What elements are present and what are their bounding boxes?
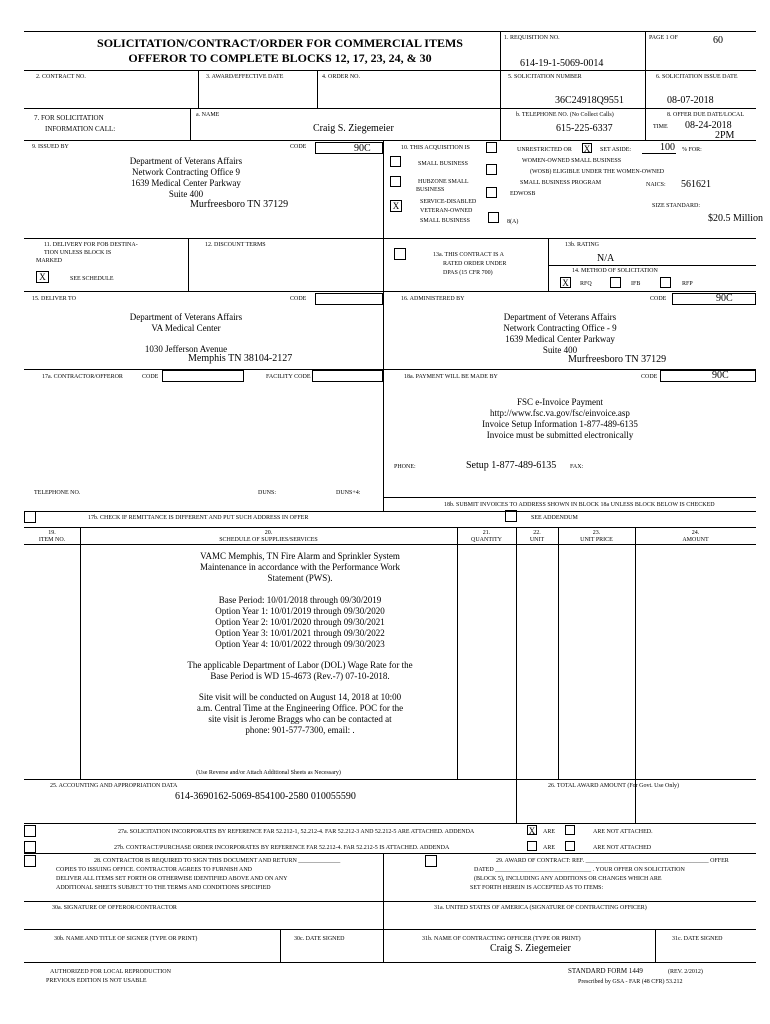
addenda-are-not-checkbox[interactable] <box>565 825 575 835</box>
telephone-label: b. TELEPHONE NO. (No Collect Calls) <box>516 112 614 118</box>
block15-label: 15. DELIVER TO <box>32 296 76 302</box>
issued-by-line2: Network Contracting Office 9 <box>131 167 241 177</box>
solicitation-issue-date[interactable]: 08-07-2018 <box>667 95 714 106</box>
page-label: PAGE 1 OF <box>649 35 678 41</box>
see-schedule-checkbox[interactable]: X <box>36 271 49 283</box>
hubzone-label-2: BUSINESS <box>416 187 445 193</box>
block1-label: 1. REQUISITION NO. <box>504 35 560 41</box>
block2-label: 2. CONTRACT NO. <box>36 74 86 80</box>
block4-label: 4. ORDER NO. <box>322 74 361 80</box>
contracting-officer-name[interactable]: Craig S. Ziegemeier <box>490 943 571 954</box>
block18a-code-label: CODE <box>641 374 658 380</box>
block13a-label-3: DPAS (15 CFR 700) <box>443 270 493 276</box>
administered-by-line2: Network Contracting Office - 9 <box>503 323 617 333</box>
block16-code-label: CODE <box>650 296 667 302</box>
period-option2: Option Year 2: 10/01/2020 through 09/30/2021 <box>215 617 385 627</box>
block16-code-box <box>672 293 756 305</box>
block13b-label: 13b. RATING <box>565 242 599 248</box>
period-option4: Option Year 4: 10/01/2022 through 09/30/2023 <box>215 639 385 649</box>
b29-checkbox[interactable] <box>425 855 437 867</box>
block5-label: 5. SOLICITATION NUMBER <box>508 74 582 80</box>
wosb-label-3: SMALL BUSINESS PROGRAM <box>520 180 602 186</box>
block7-label-1: 7. FOR SOLICITATION <box>34 114 104 122</box>
footer-revision: (REV. 2/2012) <box>668 969 703 975</box>
footer-prescribed: Prescribed by GSA - FAR (48 CFR) 53.212 <box>578 979 683 985</box>
col19-label: ITEM NO. <box>38 537 66 543</box>
reverse-note: (Use Reverse and/or Attach Additional Sheets as Necessary) <box>196 770 341 776</box>
solicitation-number[interactable]: 36C24918Q9551 <box>555 95 624 106</box>
naics-code[interactable]: 561621 <box>681 179 711 190</box>
b27b-are-not-label: ARE NOT ATTACHED <box>593 845 652 851</box>
site-visit-line2: a.m. Central Time at the Engineering Office. POC for the <box>196 703 404 713</box>
rfq-checkbox[interactable]: X <box>560 277 571 288</box>
footer-previous: PREVIOUS EDITION IS NOT USABLE <box>46 978 147 984</box>
set-aside-checkbox[interactable]: X <box>583 144 591 154</box>
unrestricted-checkbox[interactable] <box>486 142 497 153</box>
footer-authorized: AUTHORIZED FOR LOCAL REPRODUCTION <box>50 969 171 975</box>
col21-label: QUANTITY <box>471 537 502 543</box>
rfp-label: RFP <box>682 281 693 287</box>
small-business-label: SMALL BUSINESS <box>418 161 468 167</box>
payment-line2[interactable]: http://www.fsc.va.gov/fsc/einvoice.asp <box>490 408 630 418</box>
set-aside-percent[interactable]: 100 <box>660 142 675 153</box>
site-visit-line3: site visit is Jerome Braggs who can be contacted at <box>208 714 392 724</box>
block29-line3: (BLOCK 5), INCLUDING ANY ADDITIONS OR CHANGES WHICH ARE <box>474 876 662 882</box>
block18a-label: 18a. PAYMENT WILL BE MADE BY <box>404 374 498 380</box>
accounting-data[interactable]: 614-3690162-5069-854100-2580 010055590 <box>175 791 356 802</box>
desc-line1: VAMC Memphis, TN Fire Alarm and Sprinkler System <box>200 551 400 561</box>
block15-code-box <box>315 293 383 305</box>
block27a-label: 27a. SOLICITATION INCORPORATES BY REFERENCE FAR 52.212-1, 52.212-4. FAR 52.212-3 AND 52.212-5 ARE ATTACHED. ADDENDA <box>118 829 475 835</box>
administered-by-line4: Suite 400 <box>542 345 578 355</box>
block15-code-label: CODE <box>290 296 307 302</box>
block26-label: 26. TOTAL AWARD AMOUNT (For Govt. Use Only) <box>548 783 679 789</box>
percent-underline <box>642 153 676 154</box>
dpas-checkbox[interactable] <box>394 248 406 260</box>
wage-line1: The applicable Department of Labor (DOL) Wage Rate for the <box>187 660 413 670</box>
block17b-label: 17b. CHECK IF REMITTANCE IS DIFFERENT AND PUT SUCH ADDRESS IN OFFER <box>88 515 309 521</box>
block16-label: 16. ADMINISTERED BY <box>401 296 465 302</box>
block17a-code-label: CODE <box>142 374 159 380</box>
sdvosb-label-1: SERVICE-DISABLED <box>420 199 477 205</box>
block17a-label: 17a. CONTRACTOR/OFFEROR <box>42 374 123 380</box>
block28-line1: 28. CONTRACTOR IS REQUIRED TO SIGN THIS DOCUMENT AND RETURN ______________ <box>94 858 341 864</box>
col23-label: UNIT PRICE <box>580 537 613 543</box>
contractor-code-box[interactable] <box>162 370 244 382</box>
administered-by-line5: Murfreesboro TN 37129 <box>568 354 667 365</box>
contact-name[interactable]: Craig S. Ziegemeier <box>313 123 394 134</box>
form-title-line2: OFFEROR TO COMPLETE BLOCKS 12, 17, 23, 24, & 30 <box>128 51 432 65</box>
addenda-are-checkbox[interactable]: X <box>528 826 536 836</box>
payment-line1: FSC e-Invoice Payment <box>517 397 603 407</box>
block10-label: 10. THIS ACQUISITION IS <box>401 145 470 151</box>
block31c-label: 31c. DATE SIGNED <box>672 936 723 942</box>
facility-code-box[interactable] <box>312 370 383 382</box>
block30b-label: 30b. NAME AND TITLE OF SIGNER (TYPE OR PRINT) <box>54 936 198 942</box>
wosb-checkbox[interactable] <box>486 164 497 175</box>
issued-by-code[interactable]: 90C <box>354 143 371 154</box>
block7-label-2: INFORMATION CALL: <box>45 125 116 133</box>
site-visit-line4: phone: 901-577-7300, email: . <box>245 725 355 735</box>
block9-code-label: CODE <box>290 144 307 150</box>
naics-label: NAICS: <box>646 182 666 188</box>
unrestricted-label: UNRESTRICTED OR <box>517 147 572 153</box>
b27b-are-label: ARE <box>543 845 555 851</box>
sdvosb-label-3: SMALL BUSINESS <box>420 218 470 224</box>
block30c-label: 30c. DATE SIGNED <box>294 936 345 942</box>
desc-line3: Statement (PWS). <box>267 573 333 583</box>
col20-label: SCHEDULE OF SUPPLIES/SERVICES <box>219 537 318 543</box>
period-base: Base Period: 10/01/2018 through 09/30/2019 <box>218 595 382 605</box>
eight-a-label: 8(A) <box>507 219 519 225</box>
rfp-checkbox[interactable] <box>660 277 671 288</box>
desc-line2: Maintenance in accordance with the Performance Work <box>199 562 401 572</box>
col24-num: 24. <box>691 530 700 536</box>
rfq-label: RFQ <box>580 281 592 287</box>
block14-label: 14. METHOD OF SOLICITATION <box>572 268 658 274</box>
block27b-label: 27b. CONTRACT/PURCHASE ORDER INCORPORATES BY REFERENCE FAR 52.212-4. FAR 52.212-5 IS ATTACHED. ADDENDA <box>114 845 450 851</box>
addenda-are-label: ARE <box>543 829 555 835</box>
edwosb-label: EDWOSB <box>510 191 536 197</box>
block11-label-2: TION UNLESS BLOCK IS <box>44 250 112 256</box>
block25-label: 25. ACCOUNTING AND APPROPRIATION DATA <box>50 783 178 789</box>
deliver-to-line1: Department of Veterans Affairs <box>129 312 243 322</box>
set-aside-label: SET ASIDE: <box>600 147 632 153</box>
issued-by-line3: 1639 Medical Center Parkway <box>131 178 241 188</box>
block8-time-label: TIME <box>653 124 668 130</box>
form-title-line1: SOLICITATION/CONTRACT/ORDER FOR COMMERCIAL ITEMS <box>97 36 463 50</box>
site-visit-line1: Site visit will be conducted on August 14, 2018 at 10:00 <box>198 692 402 702</box>
block12-label: 12. DISCOUNT TERMS <box>205 242 266 248</box>
block28-line3: DELIVER ALL ITEMS SET FORTH OR OTHERWISE IDENTIFIED ABOVE AND ON ANY <box>56 876 288 882</box>
percent-for-label: % FOR: <box>682 147 702 153</box>
payment-line3: Invoice Setup Information 1-877-489-6135 <box>482 419 638 429</box>
sdvosb-label-2: VETERAN-OWNED <box>420 208 473 214</box>
ifb-label: IFB <box>631 281 641 287</box>
payment-phone: Setup 1-877-489-6135 <box>466 460 557 471</box>
administered-by-code[interactable]: 90C <box>716 293 733 304</box>
b27b-are-checkbox[interactable] <box>527 841 537 851</box>
requisition-number[interactable]: 614-19-1-5069-0014 <box>520 58 604 69</box>
col19-num: 19. <box>48 530 56 536</box>
block29-line1: 29. AWARD OF CONTRACT: REF. _________________________________________ OFFER <box>496 858 729 864</box>
block13a-label-1: 13a. THIS CONTRACT IS A <box>433 252 504 258</box>
size-standard-label: SIZE STANDARD: <box>652 203 701 209</box>
addenda-are-not-label: ARE NOT ATTACHED. <box>593 829 653 835</box>
block28-line2: COPIES TO ISSUING OFFICE. CONTRACTOR AGREES TO FURNISH AND <box>56 867 252 873</box>
payment-fax-label: FAX: <box>570 464 584 470</box>
block18b-label: 18b. SUBMIT INVOICES TO ADDRESS SHOWN IN BLOCK 18a UNLESS BLOCK BELOW IS CHECKED <box>444 502 715 508</box>
see-addendum-label: SEE ADDENDUM <box>531 515 578 521</box>
deliver-to-line4: Memphis TN 38104-2127 <box>188 353 293 364</box>
b28-checkbox[interactable] <box>24 855 36 867</box>
size-standard[interactable]: $20.5 Million <box>708 213 764 224</box>
block8-label: 8. OFFER DUE DATE/LOCAL <box>667 112 745 118</box>
col23-num: 23. <box>592 530 601 536</box>
deliver-to-line3: 1030 Jefferson Avenue <box>144 344 228 354</box>
block31b-label: 31b. NAME OF CONTRACTING OFFICER (TYPE OR PRINT) <box>422 936 581 942</box>
wage-line2: Base Period is WD 15-4673 (Rev.-7) 07-10-2018. <box>210 671 390 681</box>
deliver-to-line2: VA Medical Center <box>151 323 221 333</box>
col22-num: 22. <box>533 530 541 536</box>
block18a-code-box <box>660 370 756 382</box>
edwosb-checkbox[interactable] <box>486 187 497 198</box>
rating-value[interactable]: N/A <box>597 253 615 264</box>
payment-line4: Invoice must be submitted electronically <box>486 430 634 440</box>
hubzone-label-1: HUBZONE SMALL <box>418 179 469 185</box>
offer-due-time[interactable]: 2PM <box>715 130 735 141</box>
issued-by-line1: Department of Veterans Affairs <box>129 156 243 166</box>
name-label: a. NAME <box>196 112 220 118</box>
payment-code[interactable]: 90C <box>712 370 729 381</box>
ifb-checkbox[interactable] <box>610 277 621 288</box>
block11-label-3: MARKED <box>36 258 63 264</box>
block3-label: 3. AWARD/EFFECTIVE DATE <box>206 74 284 80</box>
see-schedule-label: SEE SCHEDULE <box>70 276 114 282</box>
block9-code-box <box>315 142 383 154</box>
page-total: 60 <box>713 35 723 46</box>
col21-num: 21. <box>482 530 491 536</box>
block28-line4: ADDITIONAL SHEETS SUBJECT TO THE TERMS AND CONDITIONS SPECIFIED <box>56 885 271 891</box>
block11-label-1: 11. DELIVERY FOR FOB DESTINA- <box>44 242 138 248</box>
hubzone-checkbox[interactable] <box>390 176 401 187</box>
col20-num: 20. <box>264 530 273 536</box>
see-addendum-checkbox[interactable] <box>505 510 517 522</box>
duns-label: DUNS: <box>258 490 277 496</box>
contractor-telephone-label: TELEPHONE NO. <box>34 490 81 496</box>
eight-a-checkbox[interactable] <box>488 212 499 223</box>
facility-code-label: FACILITY CODE <box>266 374 311 380</box>
block29-line4: SET FORTH HEREIN IS ACCEPTED AS TO ITEMS: <box>470 885 604 891</box>
col24-label: AMOUNT <box>682 537 709 543</box>
wosb-label-2: (WOSB) ELIGIBLE UNDER THE WOMEN-OWNED <box>530 169 665 175</box>
issued-by-line5: Murfreesboro TN 37129 <box>190 199 289 210</box>
issued-by-line4: Suite 400 <box>168 189 204 199</box>
duns4-label: DUNS+4: <box>336 490 361 496</box>
sdvosb-checkbox[interactable]: X <box>390 200 402 212</box>
administered-by-line3: 1639 Medical Center Parkway <box>505 334 615 344</box>
small-business-checkbox[interactable] <box>390 156 401 167</box>
block29-line2: DATED ________________________________ . YOUR OFFER ON SOLICITATION <box>474 867 685 873</box>
col22-label: UNIT <box>529 537 545 543</box>
wosb-label-1: WOMEN-OWNED SMALL BUSINESS <box>522 158 622 164</box>
payment-phone-label: PHONE: <box>394 464 416 470</box>
b27b-checkbox[interactable] <box>24 841 36 853</box>
block31a-label: 31a. UNITED STATES OF AMERICA (SIGNATURE OF CONTRACTING OFFICER) <box>434 905 647 911</box>
offer-due-date[interactable]: 08-24-2018 <box>685 120 732 131</box>
contact-telephone[interactable]: 615-225-6337 <box>556 123 613 134</box>
remittance-checkbox[interactable] <box>24 511 36 523</box>
b27b-are-not-checkbox[interactable] <box>565 841 575 851</box>
period-option3: Option Year 3: 10/01/2021 through 09/30/2022 <box>215 628 385 638</box>
block6-label: 6. SOLICITATION ISSUE DATE <box>656 74 738 80</box>
block30a-label: 30a. SIGNATURE OF OFFEROR/CONTRACTOR <box>52 905 177 911</box>
block13a-label-2: RATED ORDER UNDER <box>443 261 507 267</box>
administered-by-line1: Department of Veterans Affairs <box>503 312 617 322</box>
block9-label: 9. ISSUED BY <box>32 144 69 150</box>
b27a-checkbox[interactable] <box>24 825 36 837</box>
period-option1: Option Year 1: 10/01/2019 through 09/30/2020 <box>215 606 385 616</box>
footer-form-name: STANDARD FORM 1449 <box>568 967 643 975</box>
